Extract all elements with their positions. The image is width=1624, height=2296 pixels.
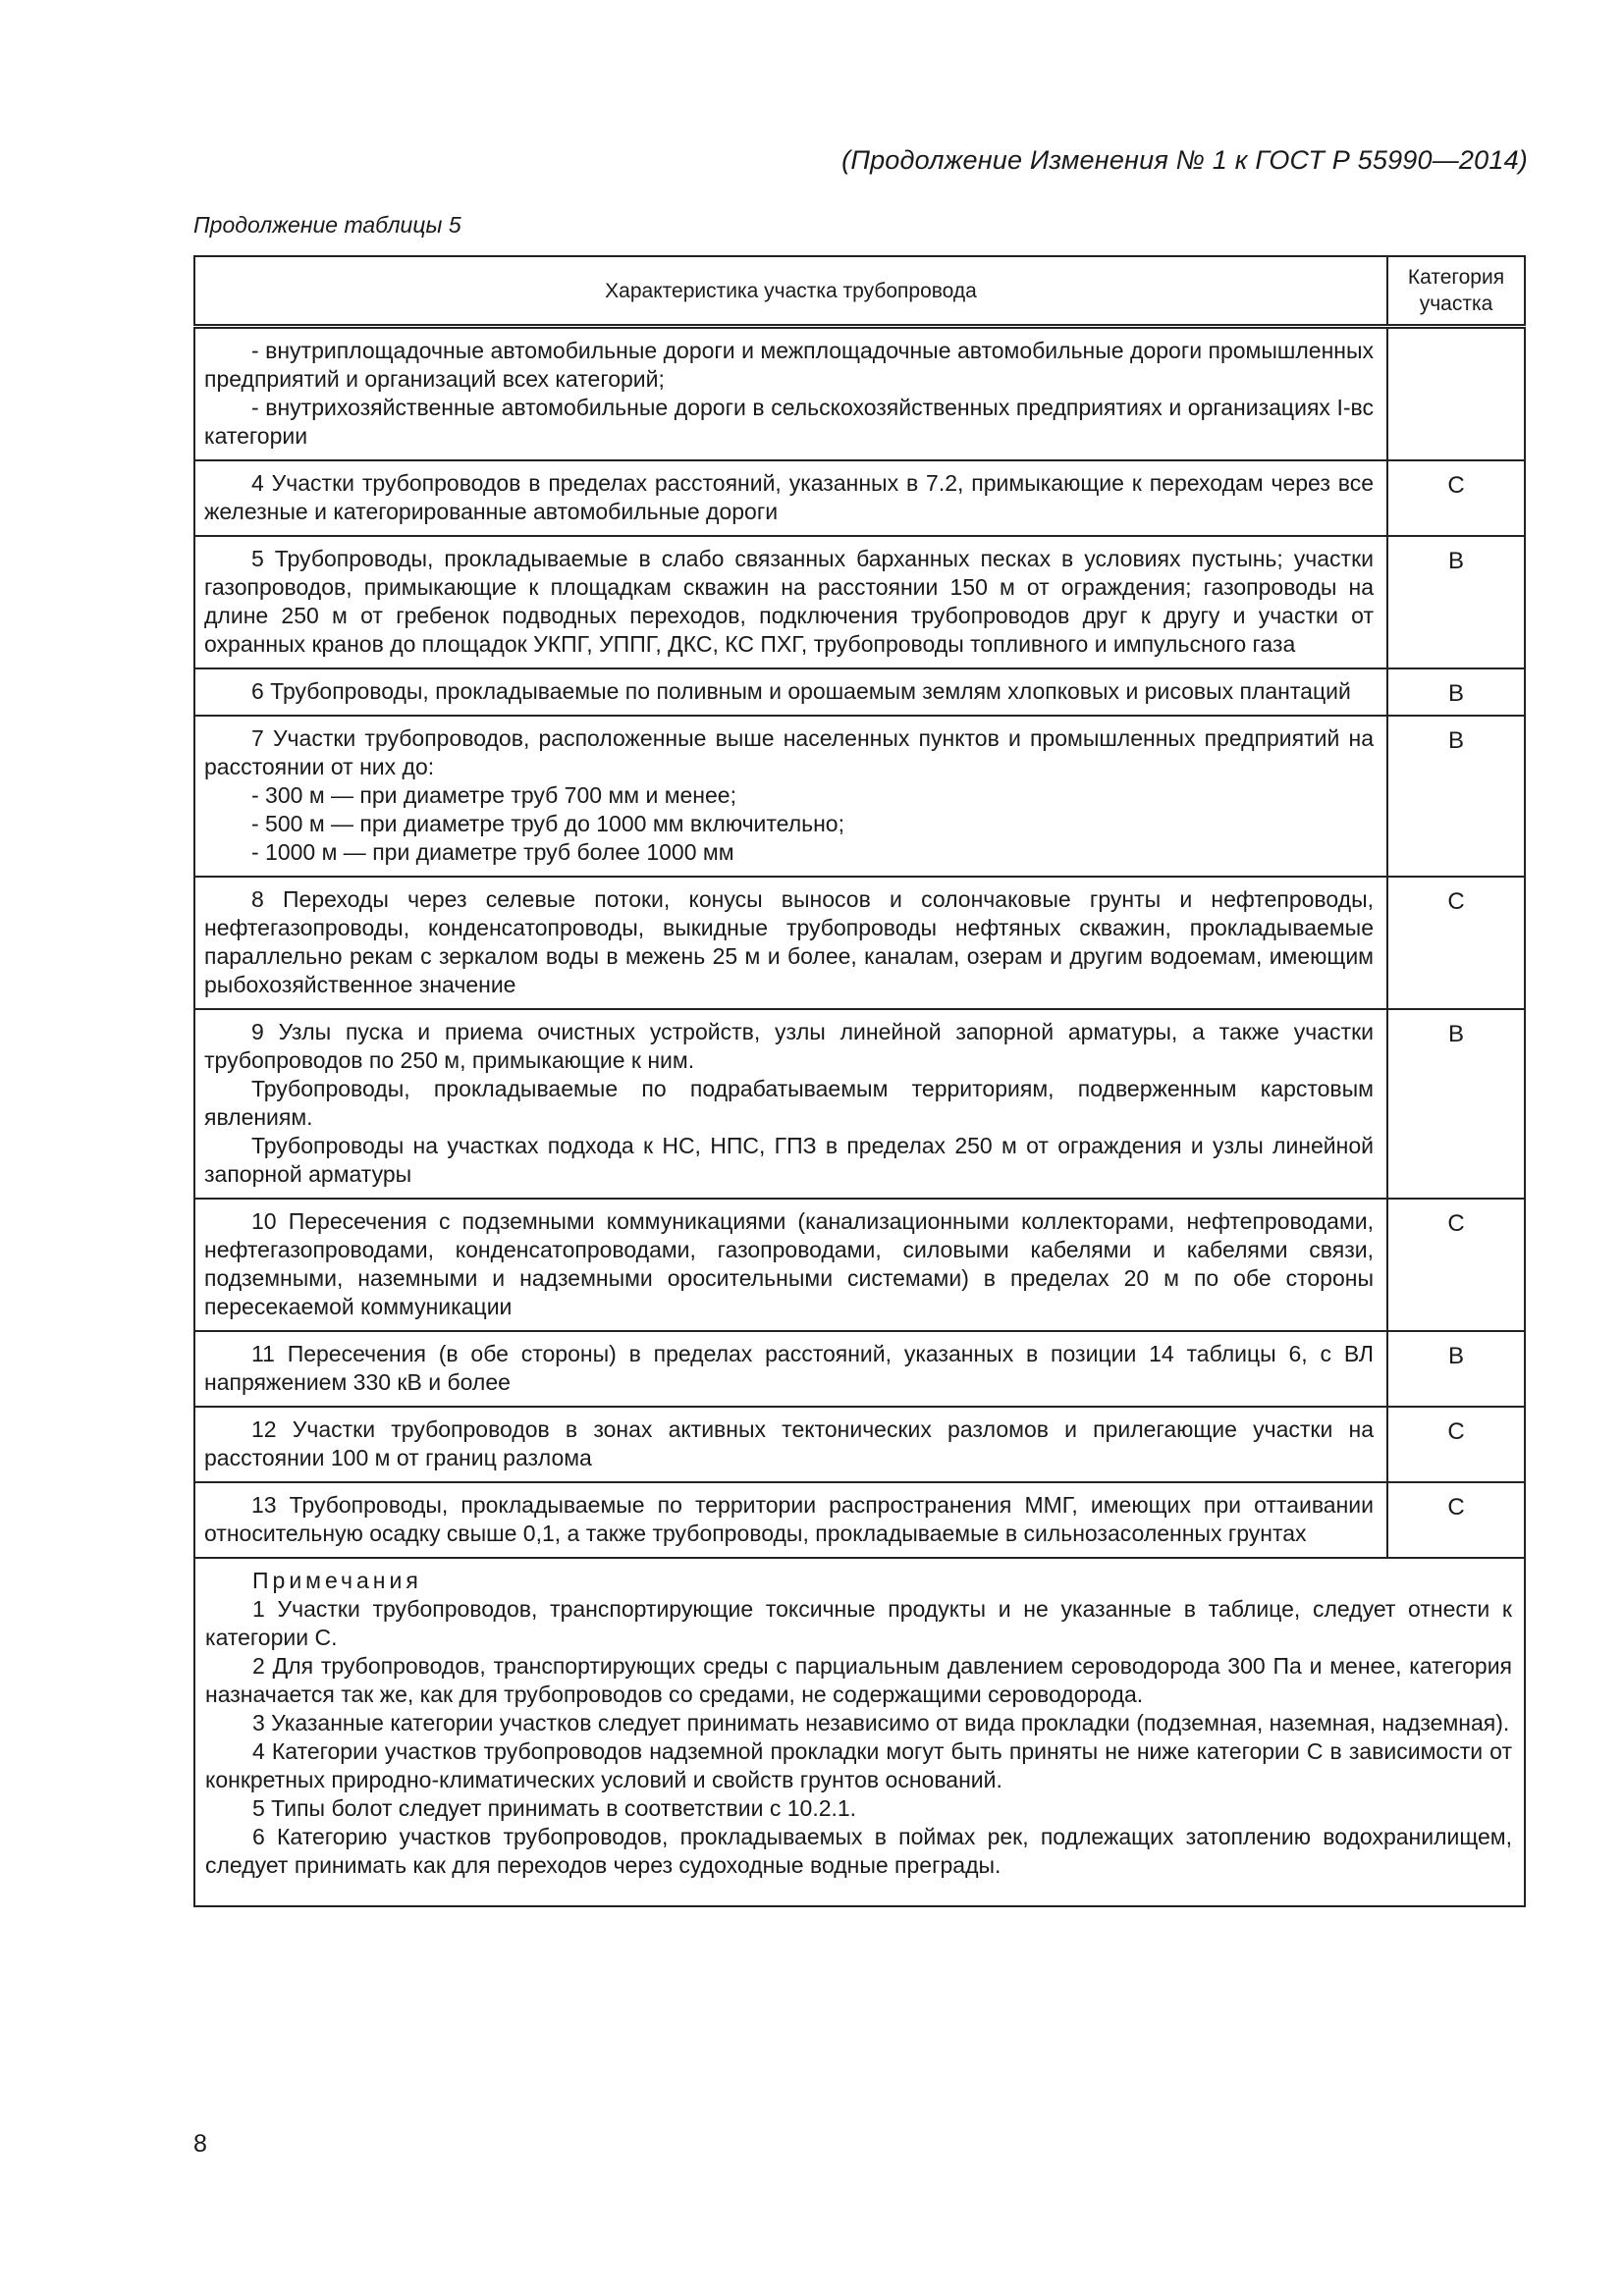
row-category bbox=[1387, 327, 1525, 461]
column-header-description: Характеристика участка трубопровода bbox=[194, 256, 1387, 327]
table-row bbox=[194, 1482, 1525, 1558]
row-description bbox=[194, 1009, 1387, 1199]
continuation-header: (Продолжение Изменения № 1 к ГОСТ Р 55990—2014) bbox=[841, 145, 1528, 175]
table-row bbox=[194, 1009, 1525, 1199]
note-item: 4 Категории участков трубопроводов надземной прокладки могут быть приняты не ниже категории С в зависимости от конкретных природно-климатических условий и свойств грунтов оснований. bbox=[205, 1738, 1512, 1792]
note-item: 5 Типы болот следует принимать в соответствии с 10.2.1. bbox=[252, 1795, 857, 1821]
table-row bbox=[194, 1331, 1525, 1407]
row-paragraph: - внутриплощадочные автомобильные дороги и межплощадочные автомобильные дороги промышленных предприятий и организаций всех категорий; bbox=[204, 338, 1374, 392]
row-paragraph: 12 Участки трубопроводов в зонах активных тектонических разломов и прилегающие участки на расстоянии 100 м от границ разлома bbox=[204, 1416, 1374, 1470]
row-description bbox=[194, 1199, 1387, 1331]
note-item: 1 Участки трубопроводов, транспортирующие токсичные продукты и не указанные в таблице, следует отнести к категории С. bbox=[205, 1596, 1512, 1650]
column-header-category: Категория участка bbox=[1387, 256, 1525, 327]
row-description bbox=[194, 1407, 1387, 1482]
row-paragraph: 10 Пересечения с подземными коммуникациями (канализационными коллекторами, нефтепроводами, нефтегазопроводами, конденсатопроводами, газопроводами, силовыми кабелями и кабелями связи, подземными, наземными и надземными оросительными системами) в пределах 20 м по обе стороны пересекаемой коммуникации bbox=[204, 1208, 1374, 1319]
row-paragraph: 9 Узлы пуска и приема очистных устройств, узлы линейной запорной арматуры, а также участки трубопроводов по 250 м, примыкающие к ним. bbox=[204, 1019, 1374, 1073]
table-row bbox=[194, 1199, 1525, 1331]
note-item: 2 Для трубопроводов, транспортирующих среды с парциальным давлением сероводорода 300 Па и менее, категория назначается так же, как для трубопроводов со средами, не содержащими сероводорода. bbox=[205, 1653, 1512, 1707]
row-paragraph: 13 Трубопроводы, прокладываемые по территории распространения ММГ, имеющих при оттаивании относительную осадку свыше 0,1, а также трубопроводы, прокладываемые в сильнозасоленных грунтах bbox=[204, 1492, 1374, 1546]
table-caption: Продолжение таблицы 5 bbox=[193, 212, 461, 238]
row-description bbox=[194, 460, 1387, 536]
row-category: В bbox=[1387, 716, 1525, 877]
table-notes bbox=[194, 1558, 1525, 1906]
table-row bbox=[194, 668, 1525, 716]
row-description bbox=[194, 877, 1387, 1009]
row-paragraph: - внутрихозяйственные автомобильные дороги в сельскохозяйственных предприятиях и организациях I-вс категории bbox=[204, 395, 1374, 449]
row-category: С bbox=[1387, 460, 1525, 536]
notes-title: Примечания bbox=[252, 1568, 422, 1593]
row-category: В bbox=[1387, 536, 1525, 668]
row-paragraph: 7 Участки трубопроводов, расположенные выше населенных пунктов и промышленных предприятий на расстоянии от них до: bbox=[204, 725, 1374, 779]
row-paragraph: 6 Трубопроводы, прокладываемые по поливным и орошаемым землям хлопковых и рисовых плантаций bbox=[251, 678, 1351, 704]
note-item: 3 Указанные категории участков следует принимать независимо от вида прокладки (подземная, наземная, надземная). bbox=[252, 1710, 1510, 1735]
row-category: С bbox=[1387, 1407, 1525, 1482]
row-paragraph: Трубопроводы на участках подхода к НС, НПС, ГПЗ в пределах 250 м от ограждения и узлы линейной запорной арматуры bbox=[204, 1133, 1374, 1187]
table-row bbox=[194, 716, 1525, 877]
page-number: 8 bbox=[193, 2130, 207, 2158]
table-row bbox=[194, 1407, 1525, 1482]
row-category: С bbox=[1387, 877, 1525, 1009]
categories-table bbox=[193, 255, 1526, 1907]
table-row bbox=[194, 327, 1525, 461]
row-paragraph: - 300 м — при диаметре труб 700 мм и менее; bbox=[251, 782, 736, 808]
row-description bbox=[194, 716, 1387, 877]
row-category: В bbox=[1387, 1009, 1525, 1199]
table-header-row bbox=[194, 256, 1525, 327]
row-category: С bbox=[1387, 1199, 1525, 1331]
table-row bbox=[194, 460, 1525, 536]
notes-row bbox=[194, 1558, 1525, 1906]
row-category: В bbox=[1387, 1331, 1525, 1407]
row-category: С bbox=[1387, 1482, 1525, 1558]
row-description bbox=[194, 536, 1387, 668]
row-category: В bbox=[1387, 668, 1525, 716]
note-item: 6 Категорию участков трубопроводов, прокладываемых в поймах рек, подлежащих затоплению водохранилищем, следует принимать как для переходов через судоходные водные преграды. bbox=[205, 1824, 1512, 1878]
row-paragraph: 4 Участки трубопроводов в пределах расстояний, указанных в 7.2, примыкающие к переходам через все железные и категорированные автомобильные дороги bbox=[204, 470, 1374, 524]
row-paragraph: 8 Переходы через селевые потоки, конусы выносов и солончаковые грунты и нефтепроводы, нефтегазопроводы, конденсатопроводы, выкидные трубопроводы нефтяных скважин, прокладываемые параллельно рекам с зеркалом воды в межень 25 м и более, каналам, озерам и другим водоемам, имеющим рыбохозяйственное значение bbox=[204, 886, 1374, 997]
row-paragraph: 11 Пересечения (в обе стороны) в пределах расстояний, указанных в позиции 14 таблицы 6, с ВЛ напряжением 330 кВ и более bbox=[204, 1341, 1374, 1395]
row-paragraph: - 1000 м — при диаметре труб более 1000 мм bbox=[251, 839, 734, 865]
row-paragraph: - 500 м — при диаметре труб до 1000 мм включительно; bbox=[251, 811, 844, 836]
row-description bbox=[194, 668, 1387, 716]
row-paragraph: Трубопроводы, прокладываемые по подрабатываемым территориям, подверженным карстовым явлениям. bbox=[204, 1076, 1374, 1130]
table-row bbox=[194, 536, 1525, 668]
row-description bbox=[194, 1482, 1387, 1558]
row-paragraph: 5 Трубопроводы, прокладываемые в слабо связанных барханных песках в условиях пустынь; участки газопроводов, примыкающие к площадкам скважин на расстоянии 150 м от ограждения; газопроводы на длине 250 м от гребенок подводных переходов, подключения трубопроводов друг к другу и участки от охранных кранов до площадок УКПГ, УППГ, ДКС, КС ПХГ, трубопроводы топливного и импульсного газа bbox=[204, 546, 1374, 657]
row-description bbox=[194, 327, 1387, 461]
table-row bbox=[194, 877, 1525, 1009]
row-description bbox=[194, 1331, 1387, 1407]
